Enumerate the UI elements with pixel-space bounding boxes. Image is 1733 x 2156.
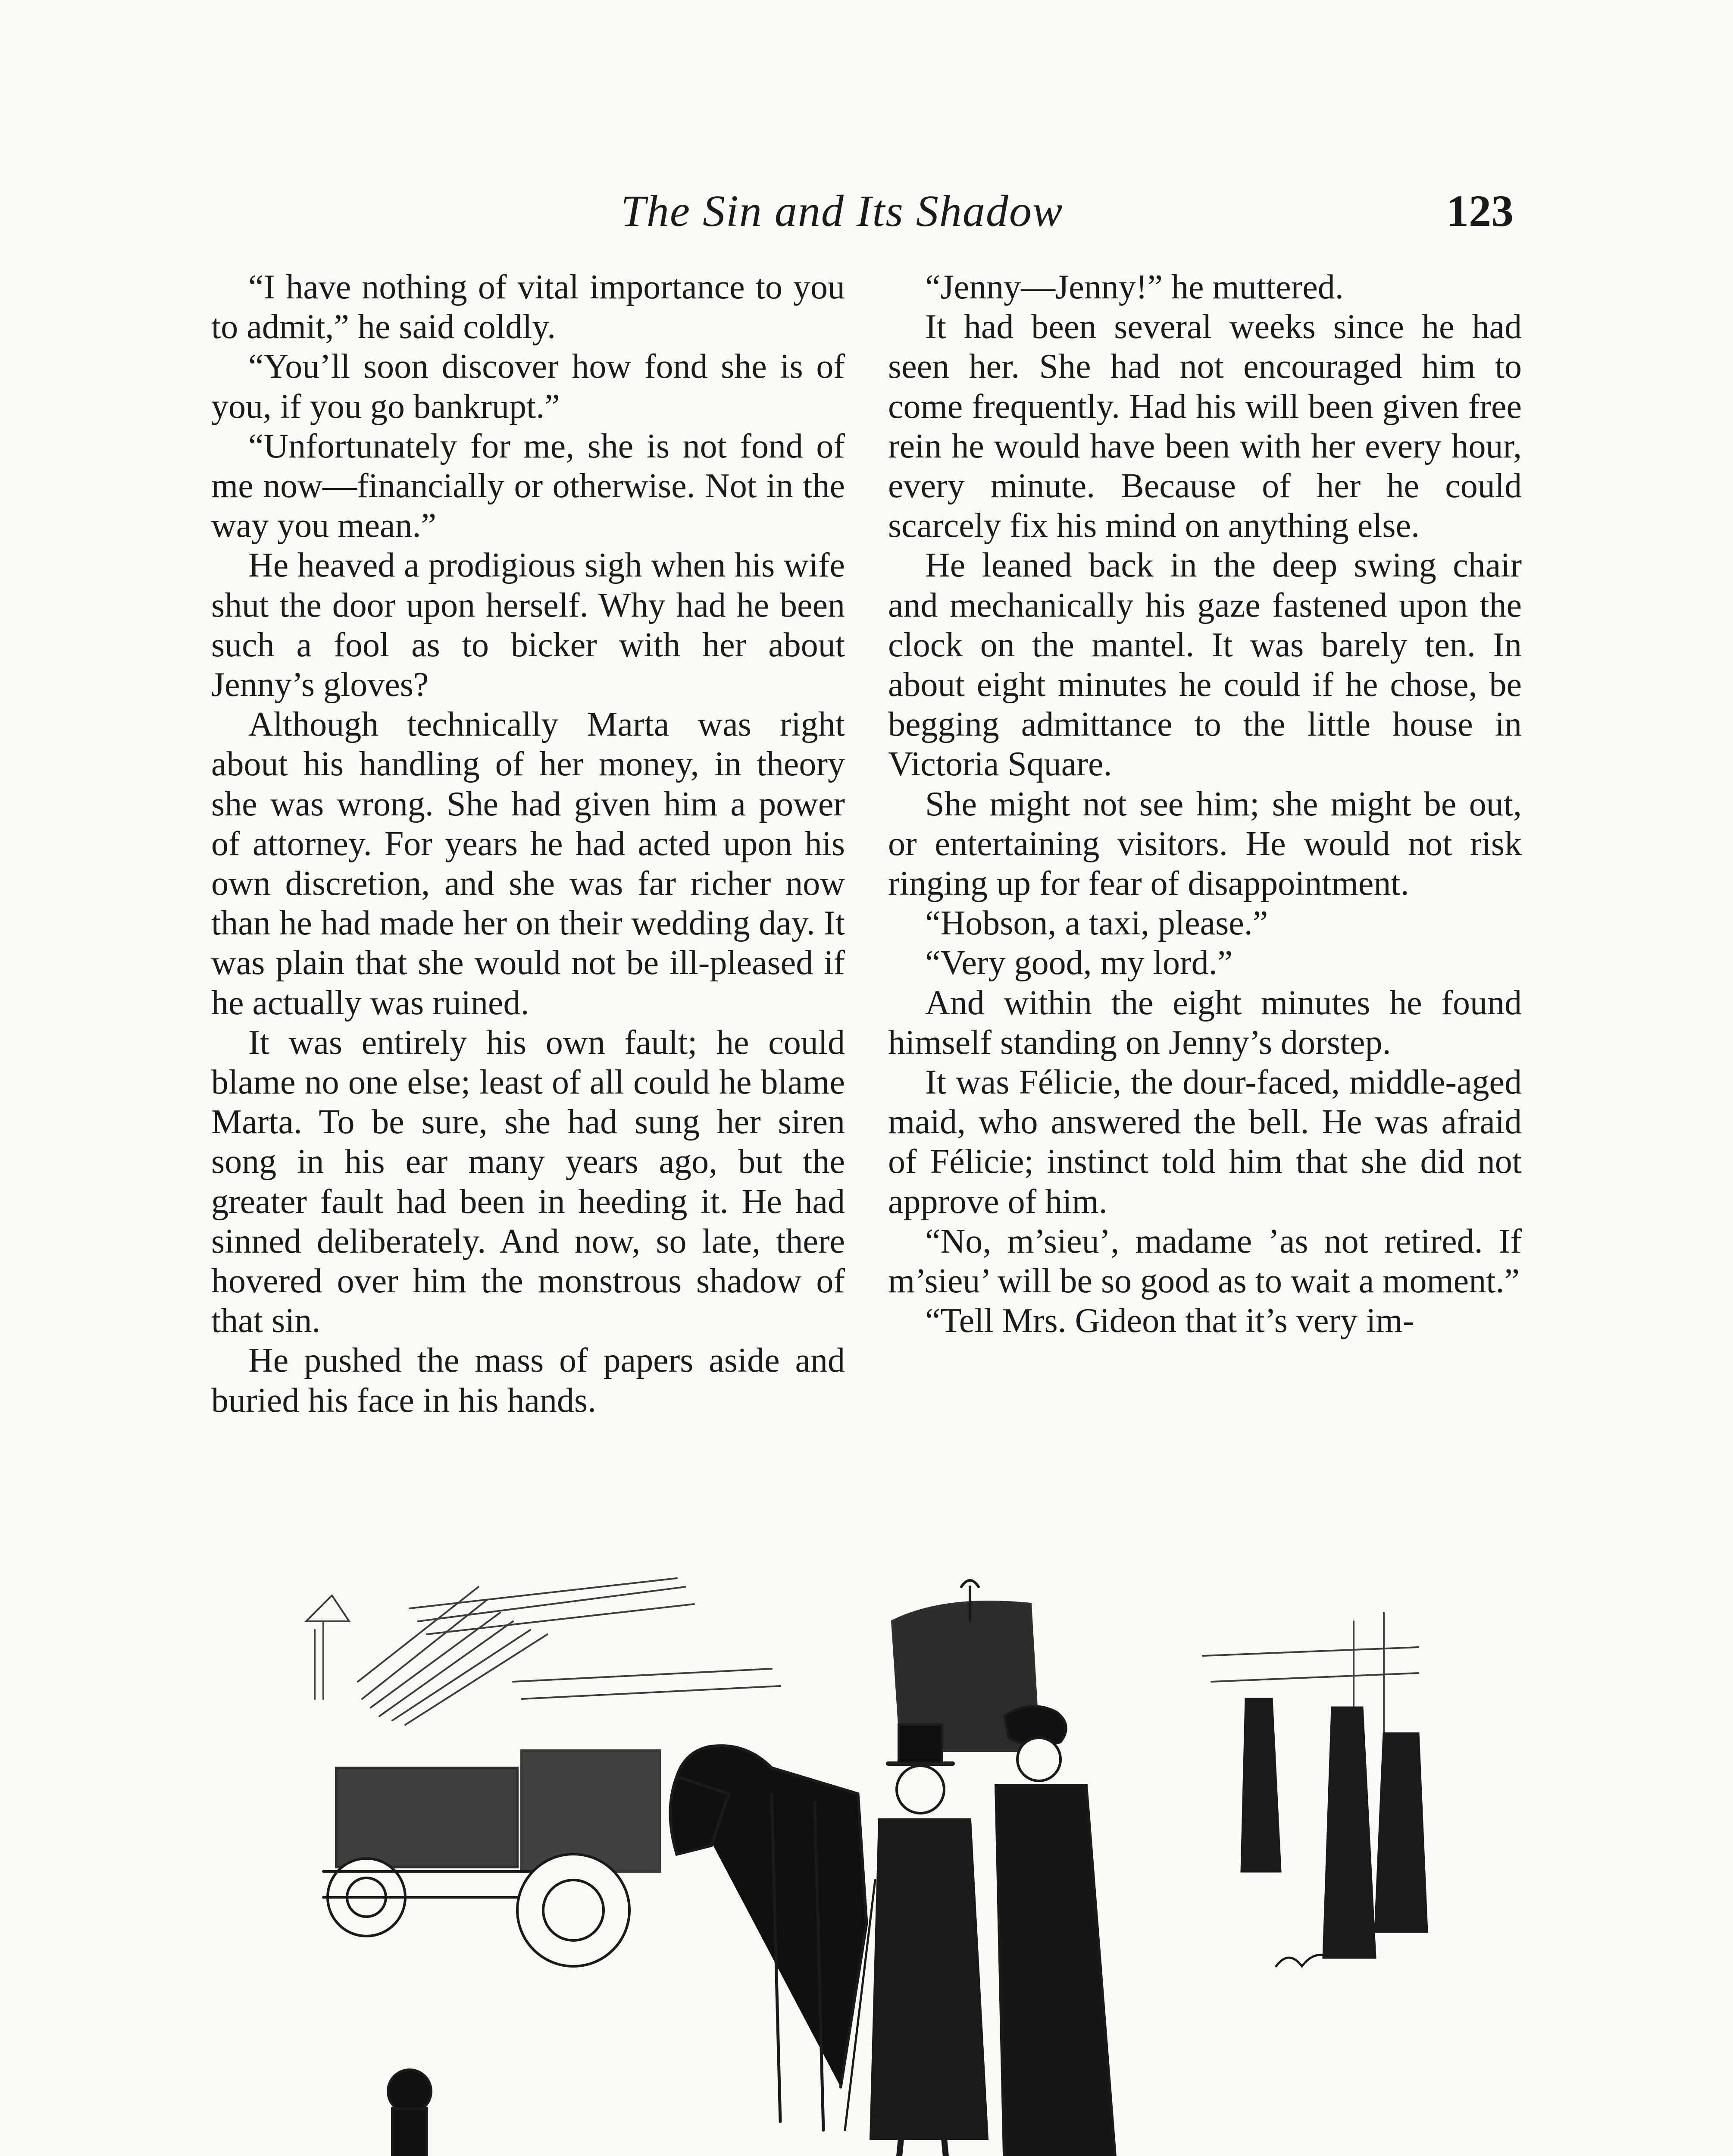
paragraph: “Jenny—Jenny!” he muttered.: [925, 268, 1344, 306]
paragraph: He heaved a prodigious sigh when his wife shut the door upon herself. Why had he been such a fool as to bicker with her about Jenny’s gloves?: [211, 546, 845, 704]
paragraph: “Very good, my lord.”: [925, 944, 1233, 982]
paragraph: “I have nothing of vital importance to you to admit,” he said coldly.: [211, 268, 845, 346]
background-crowd: [1242, 1699, 1427, 1958]
paragraph: “No, m’sieu’, madame ’as not retired. If m’sieu’ will be so good as to wait a moment.”: [888, 1222, 1522, 1300]
paragraph: It was Félicie, the dour-faced, middle-aged maid, who answered the bell. He was afraid of Félicie; instinct told him that she did not approve of him.: [888, 1063, 1522, 1221]
text-column-right: [888, 267, 1522, 1341]
automobile-left: [323, 1768, 539, 1936]
paragraph: Although technically Marta was right about his handling of her money, in theory she was wrong. She had given him a power of attorney. For years he had acted upon his own discretion, and she was far richer now than he had made her on their wedding day. It was plain that she would not be ill-pleased if he actually was ruined.: [211, 705, 845, 1022]
automobile-right: [517, 1751, 660, 1966]
street-scene-illustration: [297, 1570, 1436, 2156]
man-top-hat: [845, 1725, 987, 2156]
paragraph: “Hobson, a taxi, please.”: [925, 904, 1268, 943]
paragraph: It had been several weeks since he had seen her. She had not encouraged him to come frequently. Had his will been given free rein he would have been with her every hour, every minute. Because of her he could scarcely fix his mind on anything else.: [888, 308, 1522, 545]
paragraph: “Tell Mrs. Gideon that it’s very im-: [925, 1302, 1414, 1340]
running-title: The Sin and Its Shadow: [621, 186, 1064, 236]
street-post: [388, 2070, 431, 2156]
woman-figure: [996, 1706, 1117, 2156]
paragraph: It was entirely his own fault; he could blame no one else; least of all could he blame Marta. To be sure, she had sung her siren song in his ear many years ago, but the greater fault had been in heeding it. He had sinned deliberately. And now, so late, there hovered over him the monstrous shadow of that sin.: [211, 1023, 845, 1340]
paragraph: And within the eight minutes he found himself standing on Jenny’s dorstep.: [888, 984, 1522, 1062]
paragraph: He leaned back in the deep swing chair and mechanically his gaze fastened upon the clock on the mantel. It was barely ten. In about eight minutes he could if he chose, be begging admittance to the little house in Victoria Square.: [888, 546, 1522, 783]
text-column-left: [211, 267, 845, 1420]
paragraph: “Unfortunately for me, she is not fond of me now—financially or otherwise. Not in the way you mean.”: [211, 427, 845, 545]
paragraph: She might not see him; she might be out, or entertaining visitors. He would not risk ringing up for fear of disappointment.: [888, 785, 1522, 903]
page-number: 123: [1446, 186, 1514, 236]
horse: [670, 1746, 866, 2130]
paragraph: “You’ll soon discover how fond she is of you, if you go bankrupt.”: [211, 348, 845, 426]
paragraph: He pushed the mass of papers aside and buried his face in his hands.: [211, 1341, 845, 1420]
